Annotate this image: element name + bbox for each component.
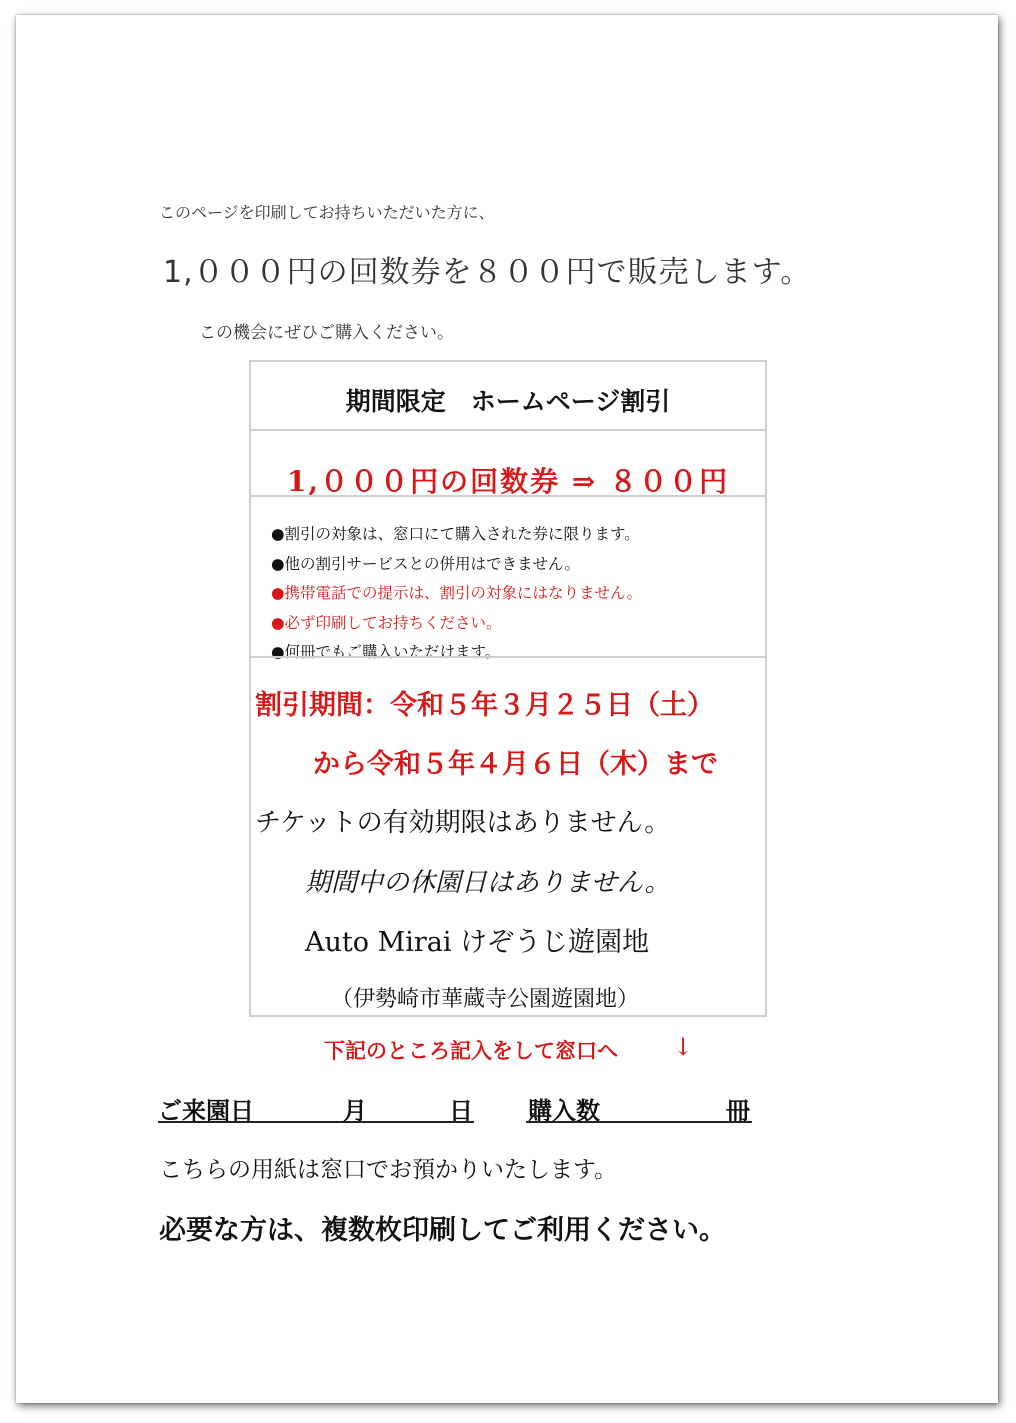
discount-box <box>249 360 767 1017</box>
ticket-validity: チケットの有効期限はありません。 <box>255 808 671 838</box>
park-location: （伊勢崎市華蔵寺公園遊園地） <box>331 987 640 1012</box>
discount-period-end: から令和５年４月６日（木）まで <box>313 749 718 780</box>
intro-offer-line: 1,０００円の回数券を８００円で販売します。 <box>163 255 812 290</box>
park-name: Auto Mirai けぞうじ遊園地 <box>305 927 650 958</box>
intro-line-1: このページを印刷してお持ちいただいた方に、 <box>159 203 495 222</box>
discount-price: 1,０００円の回数券 ⇒ ８００円 <box>286 465 730 498</box>
notes-list <box>271 520 642 668</box>
month-label: 月 <box>343 1097 367 1125</box>
keep-note: こちらの用紙は窓口でお預かりいたします。 <box>159 1157 618 1183</box>
document-page <box>16 15 998 1403</box>
quantity-label: 購入数 <box>528 1097 600 1125</box>
day-label: 日 <box>449 1097 473 1125</box>
fill-instruction: 下記のところ記入をして窓口へ <box>324 1039 618 1063</box>
divider <box>251 429 765 431</box>
note-item: ●携帯電話での提示は、割引の対象にはなりません。 <box>271 584 642 603</box>
visit-date-field[interactable] <box>158 1121 474 1123</box>
discount-title: 期間限定 ホームページ割引 <box>345 387 671 416</box>
discount-period-start: 割引期間：令和５年３月２５日（土） <box>255 690 714 721</box>
down-arrow-icon: ↓ <box>673 1033 694 1061</box>
quantity-field[interactable] <box>526 1121 752 1123</box>
note-item: ●他の割引サービスとの併用はできません。 <box>271 554 580 573</box>
divider <box>251 656 765 658</box>
note-item: ●割引の対象は、窓口にて購入された券に限ります。 <box>271 525 640 543</box>
quantity-unit: 冊 <box>726 1097 750 1125</box>
visit-date-label: ご来園日 <box>158 1097 254 1125</box>
intro-line-3: この機会にぜひご購入ください。 <box>199 323 454 343</box>
note-item: ●必ず印刷してお持ちください。 <box>271 613 502 632</box>
closed-days-note: 期間中の休園日はありません。 <box>305 868 671 898</box>
note-item: ●何冊でもご購入いただけます。 <box>271 643 501 662</box>
copies-note: 必要な方は、複数枚印刷してご利用ください。 <box>159 1215 726 1246</box>
divider <box>251 495 765 497</box>
